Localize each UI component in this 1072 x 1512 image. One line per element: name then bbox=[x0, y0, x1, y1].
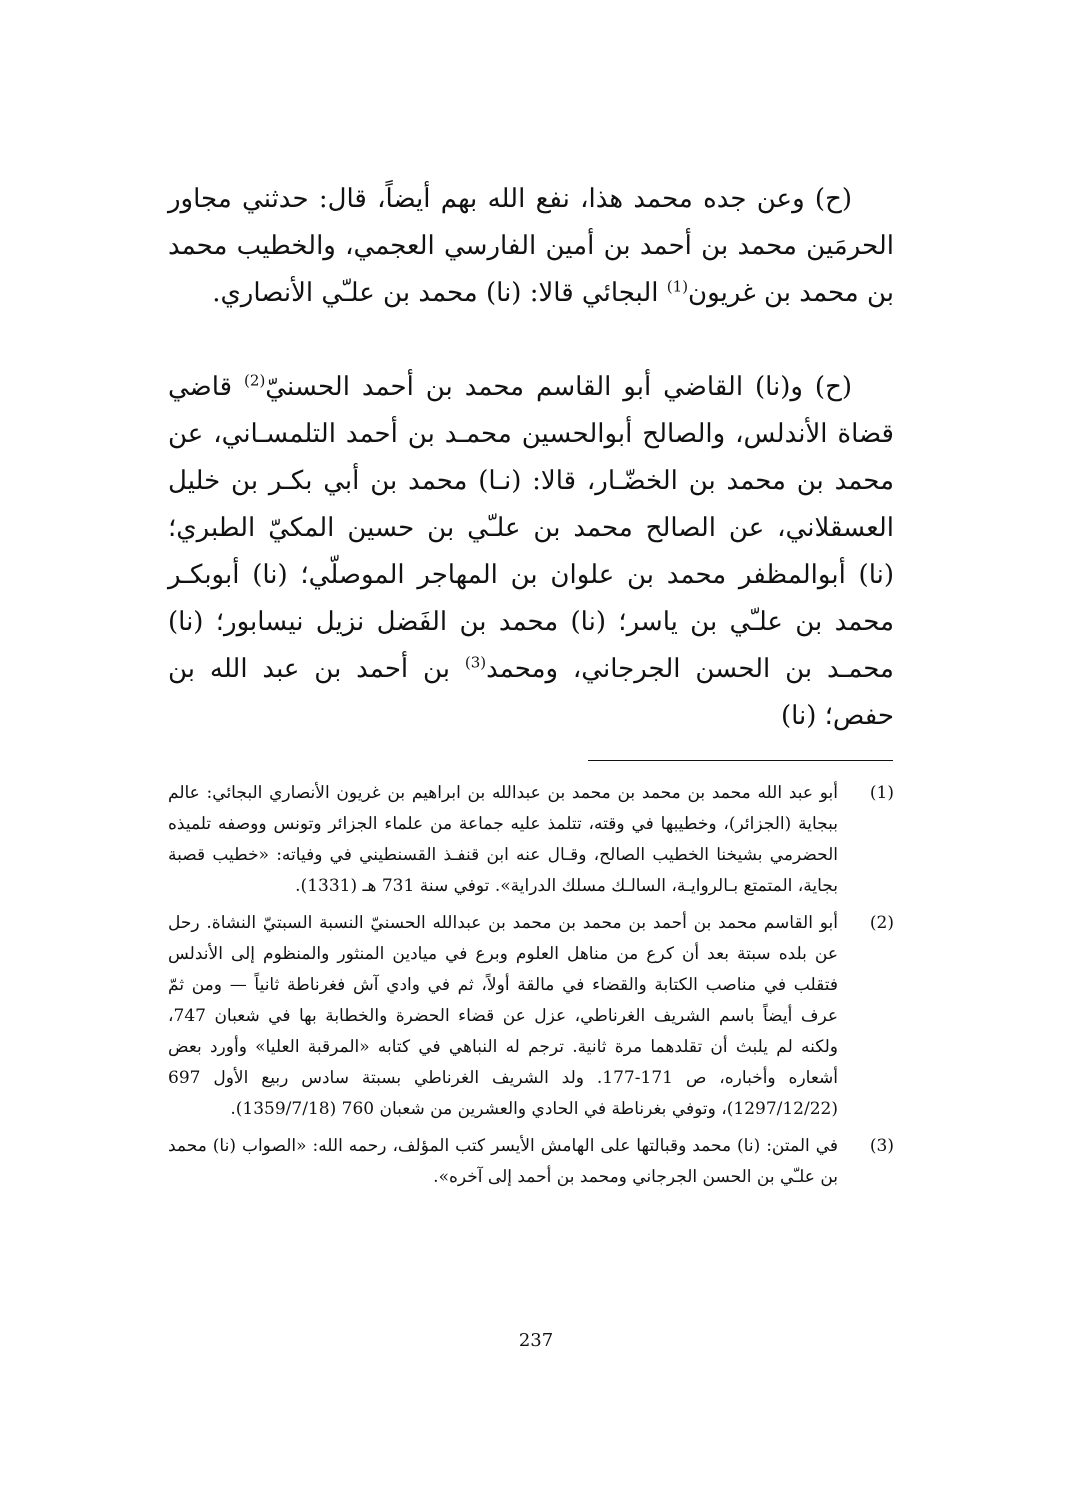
footnote-text: أبو عبد الله محمد بن محمد بن محمد بن عبدالله بن ابراهيم بن غريون الأنصاري البجائي: عالم ببجاية (الجزائر)، وخطيبها في وقته، تتلمذ عليه جماعة من علماء الجزائر وتونس ووصفه تلميذه الحضرمي بشيخنا الخطيب الصالح، وقـال عنه ابن قنفـذ القسنطيني في وفياته: «خطيب قصبة بجاية، المتمتع بـالروايـة، السالـك مسلك الدراية». توفي سنة 731 هـ (1331). bbox=[168, 783, 838, 896]
footnote-text: في المتن: (نا) محمد وقبالتها على الهامش الأيسر كتب المؤلف، رحمه الله: «الصواب (نا) محمد بن علـّي بن الحسن الجرجاني ومحمد بن أحمد إلى آخره». bbox=[168, 1136, 838, 1187]
paragraph-2-text-start: (ح) و(نا) القاضي أبو القاسم محمد بن أحمد الحسنيّ bbox=[265, 372, 852, 402]
footnote-ref-2[interactable]: (2) bbox=[244, 371, 266, 390]
footnote-number: (2) bbox=[869, 913, 894, 933]
paragraph-2-text-end: بن أحمد بن عبد الله بن حفص؛ (نا) bbox=[168, 654, 894, 731]
main-paragraph-1 bbox=[168, 176, 894, 317]
paragraph-1-text-end: البجائي قالا: (نا) محمد بن علـّي الأنصاري. bbox=[212, 278, 667, 308]
footnote-number: (3) bbox=[869, 1136, 894, 1156]
page-number: 237 bbox=[518, 1330, 554, 1351]
paragraph-text bbox=[168, 176, 894, 317]
footnote-1 bbox=[168, 778, 894, 902]
footnotes bbox=[168, 778, 894, 1199]
paragraph-2-text-middle: قاضي قضاة الأندلس، والصالح أبوالحسين محمـد بن أحمد التلمسـاني، عن محمد بن محمد بن الخضّـار، قالا: (نـا) محمد بن أبي بكـر بن خليل العسقلاني، عن الصالح محمد بن علـّي بن حسين المكيّ الطبري؛ (نا) أبوالمظفر محمد بن علوان بن المهاجر الموصلّي؛ (نا) أبوبكـر محمد بن علـّي بن ياسر؛ (نا) محمد بن الفَضل نزيل نيسابور؛ (نا) محمـد بن الحسن الجرجاني، ومحمد bbox=[168, 372, 894, 684]
footnote-text: أبو القاسم محمد بن أحمد بن محمد بن محمد بن عبدالله الحسنيّ النسبة السبتيّ النشاة. رحل عن بلده سبتة بعد أن كرع من مناهل العلوم وبرع في ميادين المنثور والمنظوم إلى الأندلس فتقلب في مناصب الكتابة والقضاء في مالقة أولاً، ثم في وادي آش فغرناطة ثانياً — ومن ثمّ عرف أيضاً باسم الشريف الغرناطي، عزل عن قضاء الحضرة والخطابة بها في شعبان 747، ولكنه لم يلبث أن تقلدهما مرة ثانية. ترجم له النباهي في كتابه «المرقبة العليا» وأورد بعض أشعاره وأخباره، ص 171-177. ولد الشريف الغرناطي بسبتة سادس ربيع الأول 697 (1297/12/22)، وتوفي بغرناطة في الحادي والعشرين من شعبان 760 (1359/7/18). bbox=[168, 913, 838, 1119]
footnote-separator bbox=[588, 760, 893, 761]
main-paragraph-2 bbox=[168, 364, 894, 740]
footnote-ref-3[interactable]: (3) bbox=[464, 653, 487, 672]
paragraph-1-text: (ح) وعن جده محمد هذا، نفع الله بهم أيضاً، قال: حدثني مجاور الحرمَين محمد بن أحمد بن أمين الفارسي العجمي، والخطيب محمد بن محمد بن غريون bbox=[168, 184, 894, 308]
footnote-2 bbox=[168, 908, 894, 1125]
footnote-number: (1) bbox=[869, 783, 894, 803]
footnote-3 bbox=[168, 1131, 894, 1193]
paragraph-text bbox=[168, 364, 894, 740]
footnote-ref-1[interactable]: (1) bbox=[666, 277, 689, 296]
